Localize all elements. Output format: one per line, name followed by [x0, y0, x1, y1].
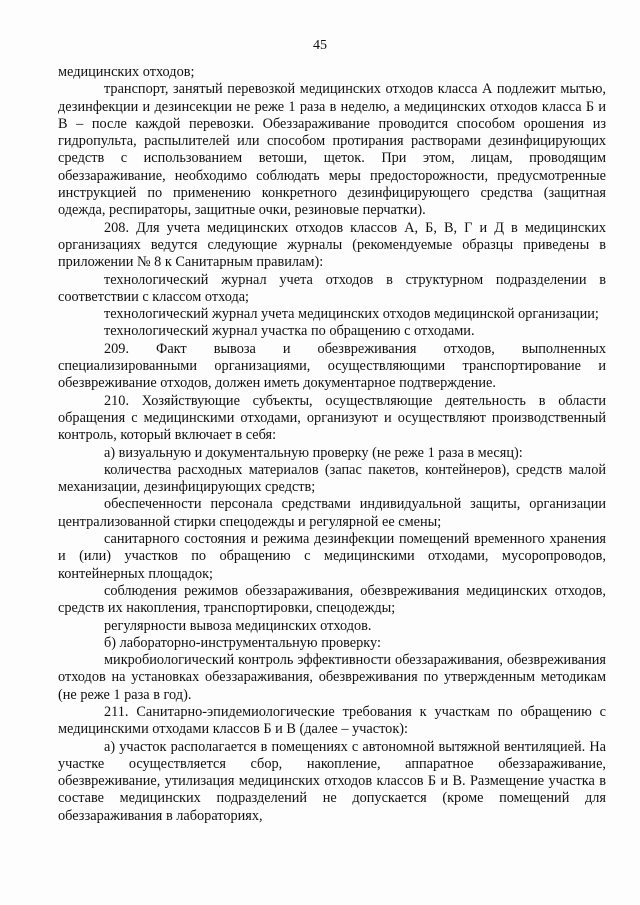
page-number: 45 — [313, 38, 327, 53]
paragraph: микробиологический контроль эффективности обеззараживания, обезвреживания отходов на установках обеззараживания, обезвреживания по утвержденным методикам (не реже 1 раза в год). — [58, 652, 606, 703]
paragraph: 208. Для учета медицинских отходов классов А, Б, В, Г и Д в медицинских организациях ведутся следующие журналы (рекомендуемые образцы приведены в приложении № 8 к Санитарным правилам): — [58, 219, 606, 271]
paragraph: а) участок располагается в помещениях с автономной вытяжной вентиляцией. На участке осуществляется сбор, накопление, аппаратное обеззараживание, обезвреживание, утилизация медицинских отходов классов Б и В. Размещение участка в составе медицинских подразделений не допускается (кроме помещений для обеззараживания в лабораториях, — [58, 738, 606, 824]
paragraph: транспорт, занятый перевозкой медицинских отходов класса А подлежит мытью, дезинфекции и дезинсекции не реже 1 раза в неделю, а медицинских отходов класса Б и В – после каждой перевозки. Обеззараживание проводится способом орошения из гидропульта, распылителей или способом протирания растворами дезинфицирующих средств с использованием ветоши, щеток. При этом, лицам, проводящим обеззараживание, необходимо соблюдать меры предосторожности, предусмотренные инструкцией по применению конкретного дезинфицирующего средства (защитная одежда, респираторы, защитные очки, резиновые перчатки). — [58, 81, 606, 219]
paragraph: технологический журнал учета медицинских отходов медицинской организации; — [104, 306, 599, 323]
paragraph: 210. Хозяйствующие субъекты, осуществляющие деятельность в области обращения с медицинскими отходами, организуют и осуществляют производственный контроль, который включает в себя: — [58, 392, 606, 444]
paragraph: технологический журнал участка по обращению с отходами. — [104, 323, 475, 340]
paragraph: соблюдения режимов обеззараживания, обезвреживания медицинских отходов, средств их накопления, транспортировки, спецодежды; — [58, 582, 606, 617]
paragraph: а) визуальную и документальную проверку (не реже 1 раза в месяц): — [104, 444, 523, 461]
paragraph: технологический журнал учета отходов в структурном подразделении в соответствии с классом отхода; — [58, 271, 606, 305]
paragraph: санитарного состояния и режима дезинфекции помещений временного хранения и (или) участков по обращению с медицинскими отходами, мусоропроводов, контейнерных площадок; — [58, 531, 606, 582]
document-body — [58, 64, 606, 825]
paragraph: 209. Факт вывоза и обезвреживания отходов, выполненных специализированными организациями, осуществляющими транспортирование и обезвреживание отходов, должен иметь документарное подтверждение. — [58, 340, 606, 392]
paragraph: обеспеченности персонала средствами индивидуальной защиты, организации централизованной стирки спецодежды и регулярной ее смены; — [58, 496, 606, 530]
paragraph: б) лабораторно-инструментальную проверку: — [104, 634, 381, 651]
paragraph: количества расходных материалов (запас пакетов, контейнеров), средств малой механизации, дезинфицирующих средств; — [58, 461, 606, 496]
paragraph: регулярности вывоза медицинских отходов. — [104, 617, 372, 634]
paragraph: медицинских отходов; — [58, 64, 195, 80]
paragraph: 211. Санитарно-эпидемиологические требования к участкам по обращению с медицинскими отходами классов Б и В (далее – участок): — [58, 703, 606, 738]
